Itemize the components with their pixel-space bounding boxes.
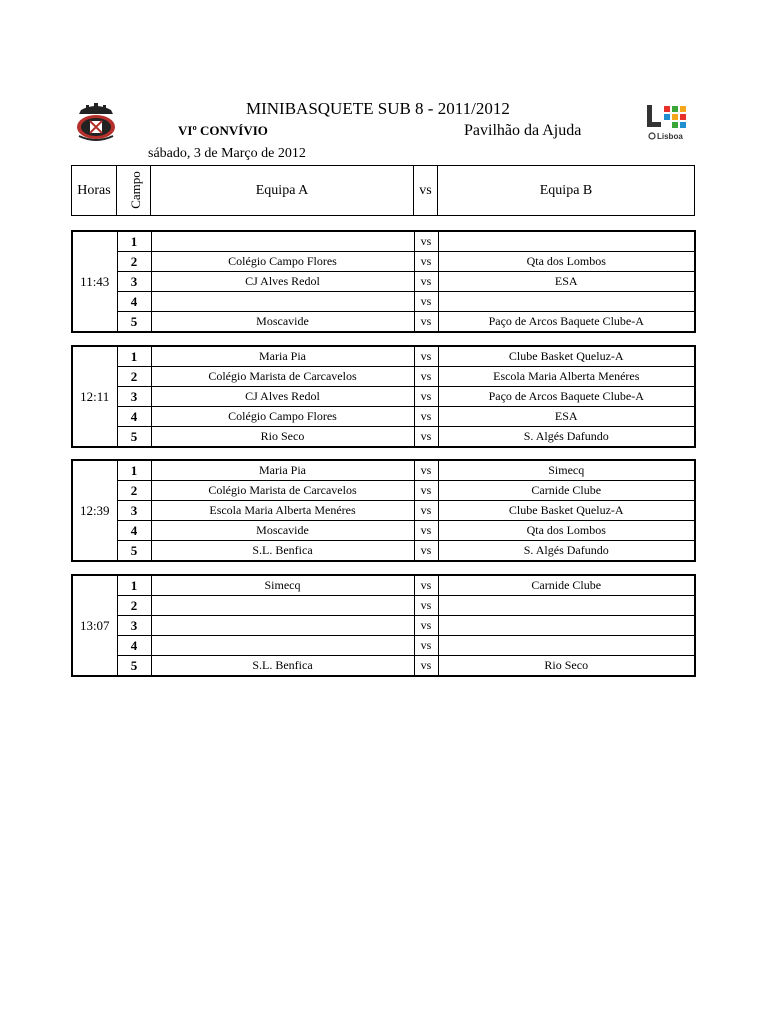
time-slot-table [71,230,696,333]
match-row [72,292,695,312]
team-b [438,636,695,656]
field-number: 2 [117,481,151,501]
field-number: 4 [117,521,151,541]
header-horas: Horas [72,166,117,216]
team-a: Colégio Marista de Carcavelos [151,367,414,387]
field-number: 1 [117,575,151,596]
header-campo: Campo [117,166,151,216]
team-b [438,292,695,312]
team-b [438,596,695,616]
team-a [151,596,414,616]
team-a: S.L. Benfica [151,656,414,677]
field-number: 4 [117,292,151,312]
vs-label: vs [414,272,438,292]
time-slot: 13:07 [72,575,117,676]
vs-label: vs [414,596,438,616]
team-a: Colégio Campo Flores [151,407,414,427]
svg-text:Lisboa: Lisboa [657,132,683,141]
column-header-table [71,165,695,216]
match-row [72,596,695,616]
vs-label: vs [414,231,438,252]
field-number: 3 [117,272,151,292]
team-b [438,231,695,252]
time-slot: 12:11 [72,346,117,447]
field-number: 5 [117,656,151,677]
club-crest-logo [73,102,119,142]
team-a: Maria Pia [151,460,414,481]
team-b: Carnide Clube [438,575,695,596]
lisboa-logo [645,103,691,143]
field-number: 1 [117,231,151,252]
match-row [72,312,695,333]
field-number: 4 [117,407,151,427]
vs-label: vs [414,616,438,636]
team-a: CJ Alves Redol [151,387,414,407]
team-b: Simecq [438,460,695,481]
match-row [72,407,695,427]
vs-label: vs [414,636,438,656]
vs-label: vs [414,575,438,596]
team-b: Paço de Arcos Baquete Clube-A [438,312,695,333]
field-number: 4 [117,636,151,656]
vs-label: vs [414,292,438,312]
vs-label: vs [414,427,438,448]
team-a [151,231,414,252]
team-a: Simecq [151,575,414,596]
match-row [72,501,695,521]
event-date: sábado, 3 de Março de 2012 [148,146,306,161]
time-slot-table [71,574,696,677]
match-row [72,367,695,387]
team-b: Clube Basket Queluz-A [438,501,695,521]
venue-name: Pavilhão da Ajuda [464,122,582,139]
match-row [72,636,695,656]
vs-label: vs [414,367,438,387]
page-title: MINIBASQUETE SUB 8 - 2011/2012 [246,99,510,118]
team-a: Colégio Marista de Carcavelos [151,481,414,501]
vs-label: vs [414,312,438,333]
match-row [72,481,695,501]
field-number: 2 [117,367,151,387]
team-a: S.L. Benfica [151,541,414,562]
team-a: Rio Seco [151,427,414,448]
team-b: ESA [438,272,695,292]
match-row [72,460,695,481]
time-slot: 12:39 [72,460,117,561]
match-row [72,541,695,562]
match-row [72,387,695,407]
match-row [72,656,695,677]
team-a: CJ Alves Redol [151,272,414,292]
header-team-a: Equipa A [151,166,414,216]
vs-label: vs [414,541,438,562]
team-a [151,292,414,312]
time-slot-table [71,345,696,448]
vs-label: vs [414,346,438,367]
team-b: Clube Basket Queluz-A [438,346,695,367]
team-a: Moscavide [151,521,414,541]
vs-label: vs [414,656,438,677]
field-number: 2 [117,252,151,272]
team-b: Escola Maria Alberta Menéres [438,367,695,387]
header-team-b: Equipa B [438,166,695,216]
team-b [438,616,695,636]
team-b: Rio Seco [438,656,695,677]
vs-label: vs [414,501,438,521]
team-b: S. Algés Dafundo [438,541,695,562]
event-subtitle: VIº CONVÍVIO [178,123,268,138]
time-slot-table [71,459,696,562]
team-b: Qta dos Lombos [438,521,695,541]
field-number: 3 [117,616,151,636]
match-row [72,346,695,367]
field-number: 1 [117,460,151,481]
match-row [72,231,695,252]
vs-label: vs [414,521,438,541]
match-row [72,575,695,596]
field-number: 3 [117,387,151,407]
field-number: 5 [117,312,151,333]
vs-label: vs [414,387,438,407]
team-a: Escola Maria Alberta Menéres [151,501,414,521]
vs-label: vs [414,252,438,272]
team-b: ESA [438,407,695,427]
match-row [72,427,695,448]
header-vs: vs [414,166,438,216]
team-b: Paço de Arcos Baquete Clube-A [438,387,695,407]
vs-label: vs [414,407,438,427]
team-a: Maria Pia [151,346,414,367]
team-a [151,616,414,636]
team-b: Carnide Clube [438,481,695,501]
team-a: Colégio Campo Flores [151,252,414,272]
field-number: 5 [117,427,151,448]
field-number: 1 [117,346,151,367]
team-b: Qta dos Lombos [438,252,695,272]
match-row [72,272,695,292]
match-row [72,252,695,272]
team-a [151,636,414,656]
team-b: S. Algés Dafundo [438,427,695,448]
field-number: 2 [117,596,151,616]
time-slot: 11:43 [72,231,117,332]
match-row [72,521,695,541]
field-number: 3 [117,501,151,521]
match-row [72,616,695,636]
team-a: Moscavide [151,312,414,333]
vs-label: vs [414,460,438,481]
field-number: 5 [117,541,151,562]
vs-label: vs [414,481,438,501]
